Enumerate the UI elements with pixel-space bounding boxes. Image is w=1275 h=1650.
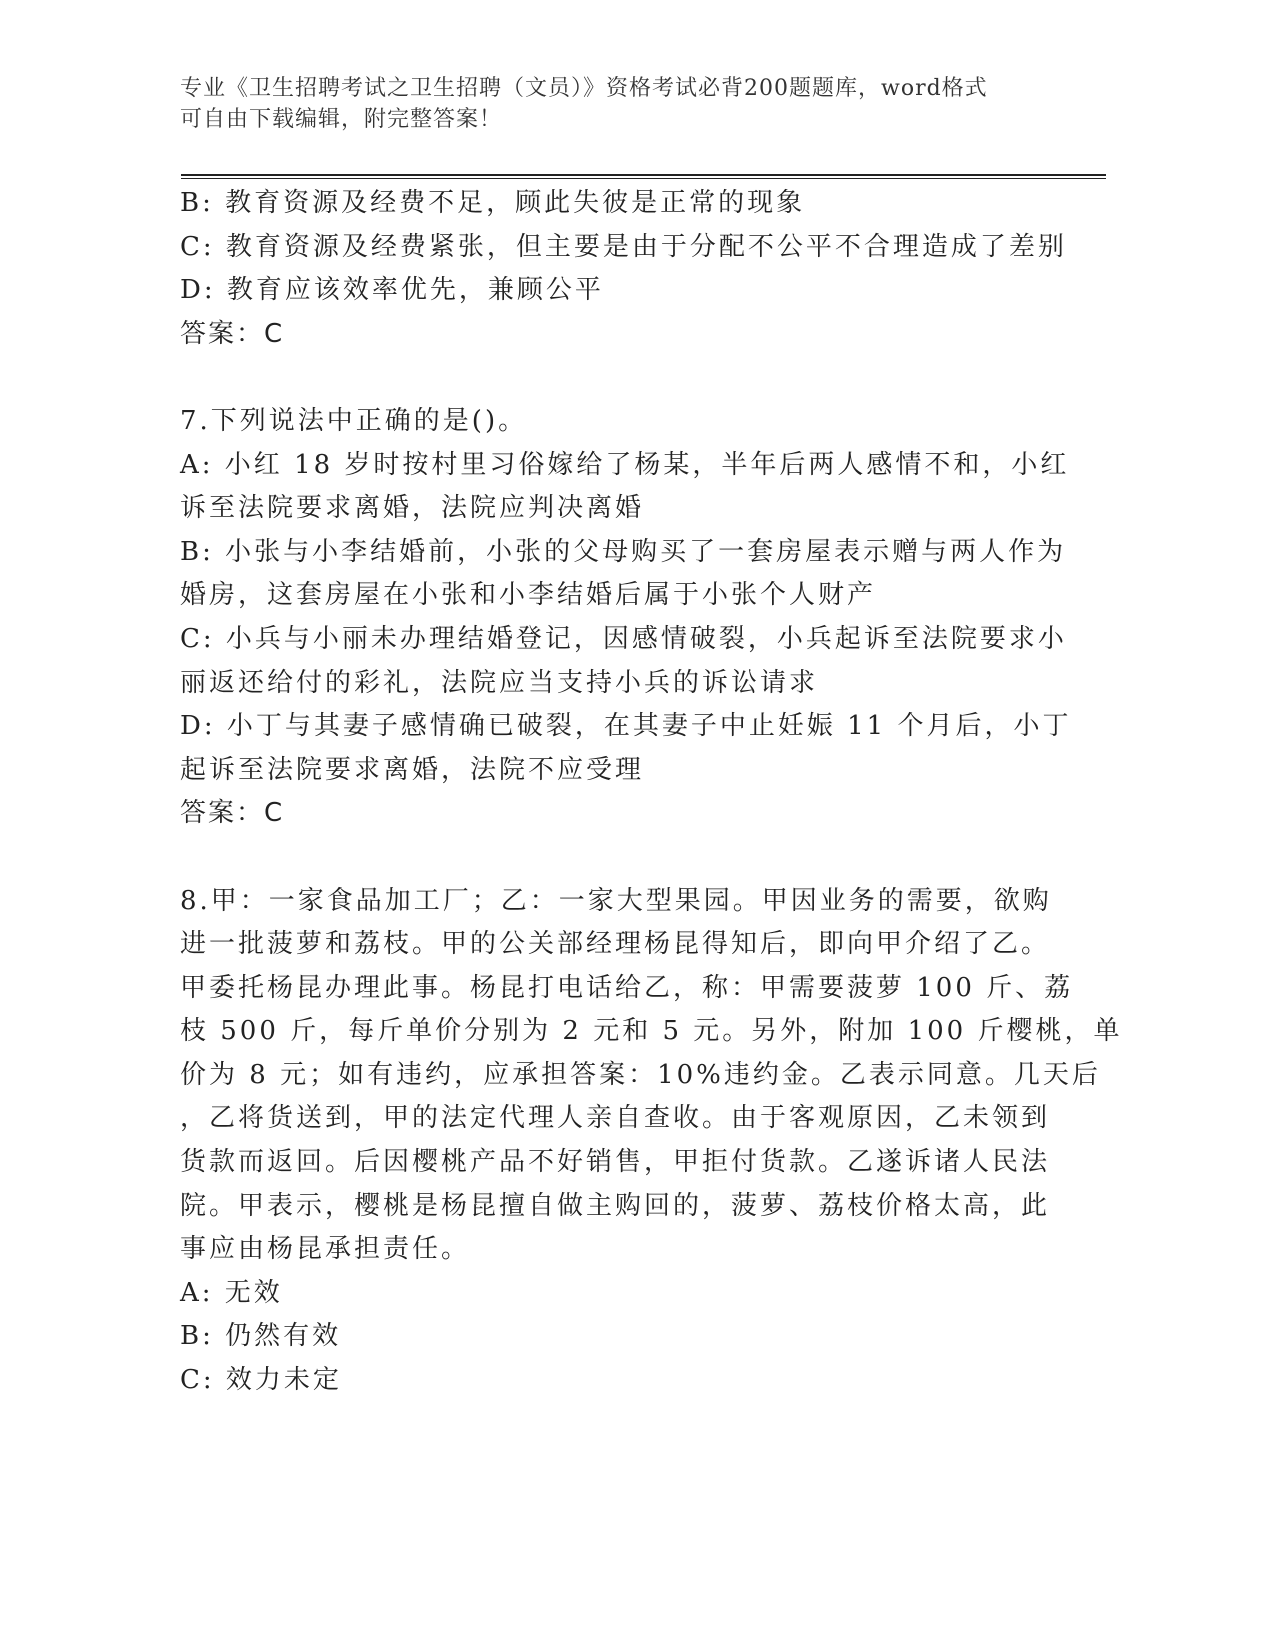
q8-question-line: 8.甲：一家食品加工厂；乙：一家大型果园。甲因业务的需要，欲购 xyxy=(180,885,1052,916)
q7-answer: 答案：C xyxy=(180,798,285,829)
q8-question-line: 事应由杨昆承担责任。 xyxy=(180,1234,471,1265)
q7-option-b-line-1: B: 小张与小李结婚前，小张的父母购买了一套房屋表示赠与两人作为 xyxy=(180,536,1067,567)
q7-question: 7.下列说法中正确的是()。 xyxy=(180,405,528,436)
header-line-1: 专业《卫生招聘考试之卫生招聘（文员）》资格考试必背200题题库，word格式 xyxy=(180,76,988,101)
spacer xyxy=(180,356,1040,400)
q8-question-line: ，乙将货送到，甲的法定代理人亲自查收。由于客观原因，乙未领到 xyxy=(180,1103,1051,1134)
q7-option-c-line-2: 丽返还给付的彩礼，法院应当支持小兵的诉讼请求 xyxy=(180,667,819,698)
spacer xyxy=(180,836,1040,880)
document-body xyxy=(180,182,1123,1403)
document-header xyxy=(180,73,1050,135)
q7-option-a-line-1: A: 小红 18 岁时按村里习俗嫁给了杨某，半年后两人感情不和，小红 xyxy=(180,449,1070,480)
q8-question-line: 进一批菠萝和荔枝。甲的公关部经理杨昆得知后，即向甲介绍了乙。 xyxy=(180,929,1051,960)
q6-answer: 答案：C xyxy=(180,318,285,349)
q6-option-d: D: 教育应该效率优先，兼顾公平 xyxy=(180,275,604,306)
header-divider-thick xyxy=(181,174,1106,176)
q7-option-d-line-1: D: 小丁与其妻子感情确已破裂，在其妻子中止妊娠 11 个月后，小丁 xyxy=(180,711,1072,742)
header-line-2: 可自由下载编辑，附完整答案！ xyxy=(180,107,503,132)
q8-question-line: 货款而返回。后因樱桃产品不好销售，甲拒付货款。乙遂诉诸人民法 xyxy=(180,1147,1051,1178)
q7-option-d-line-2: 起诉至法院要求离婚，法院不应受理 xyxy=(180,754,645,785)
q8-question-line: 价为 8 元；如有违约，应承担答案：10%违约金。乙表示同意。几天后 xyxy=(180,1059,1101,1090)
q7-option-a-line-2: 诉至法院要求离婚，法院应判决离婚 xyxy=(180,493,645,524)
q8-option-b: B: 仍然有效 xyxy=(180,1321,342,1352)
q7-option-b-line-2: 婚房，这套房屋在小张和小李结婚后属于小张个人财产 xyxy=(180,580,877,611)
q7-option-c-line-1: C: 小兵与小丽未办理结婚登记，因感情破裂，小兵起诉至法院要求小 xyxy=(180,623,1067,654)
header-divider-thin xyxy=(181,178,1106,179)
q8-question-line: 枝 500 斤，每斤单价分别为 2 元和 5 元。另外，附加 100 斤樱桃，单 xyxy=(180,1016,1123,1047)
q8-option-a: A: 无效 xyxy=(180,1277,283,1308)
q8-question-line: 院。甲表示，樱桃是杨昆擅自做主购回的，菠萝、荔枝价格太高，此 xyxy=(180,1190,1051,1221)
q8-option-c: C: 效力未定 xyxy=(180,1365,342,1396)
q6-option-c: C: 教育资源及经费紧张，但主要是由于分配不公平不合理造成了差别 xyxy=(180,231,1067,262)
q6-option-b: B: 教育资源及经费不足，顾此失彼是正常的现象 xyxy=(180,188,806,218)
q8-question-line: 甲委托杨昆办理此事。杨昆打电话给乙，称：甲需要菠萝 100 斤、荔 xyxy=(180,972,1074,1003)
